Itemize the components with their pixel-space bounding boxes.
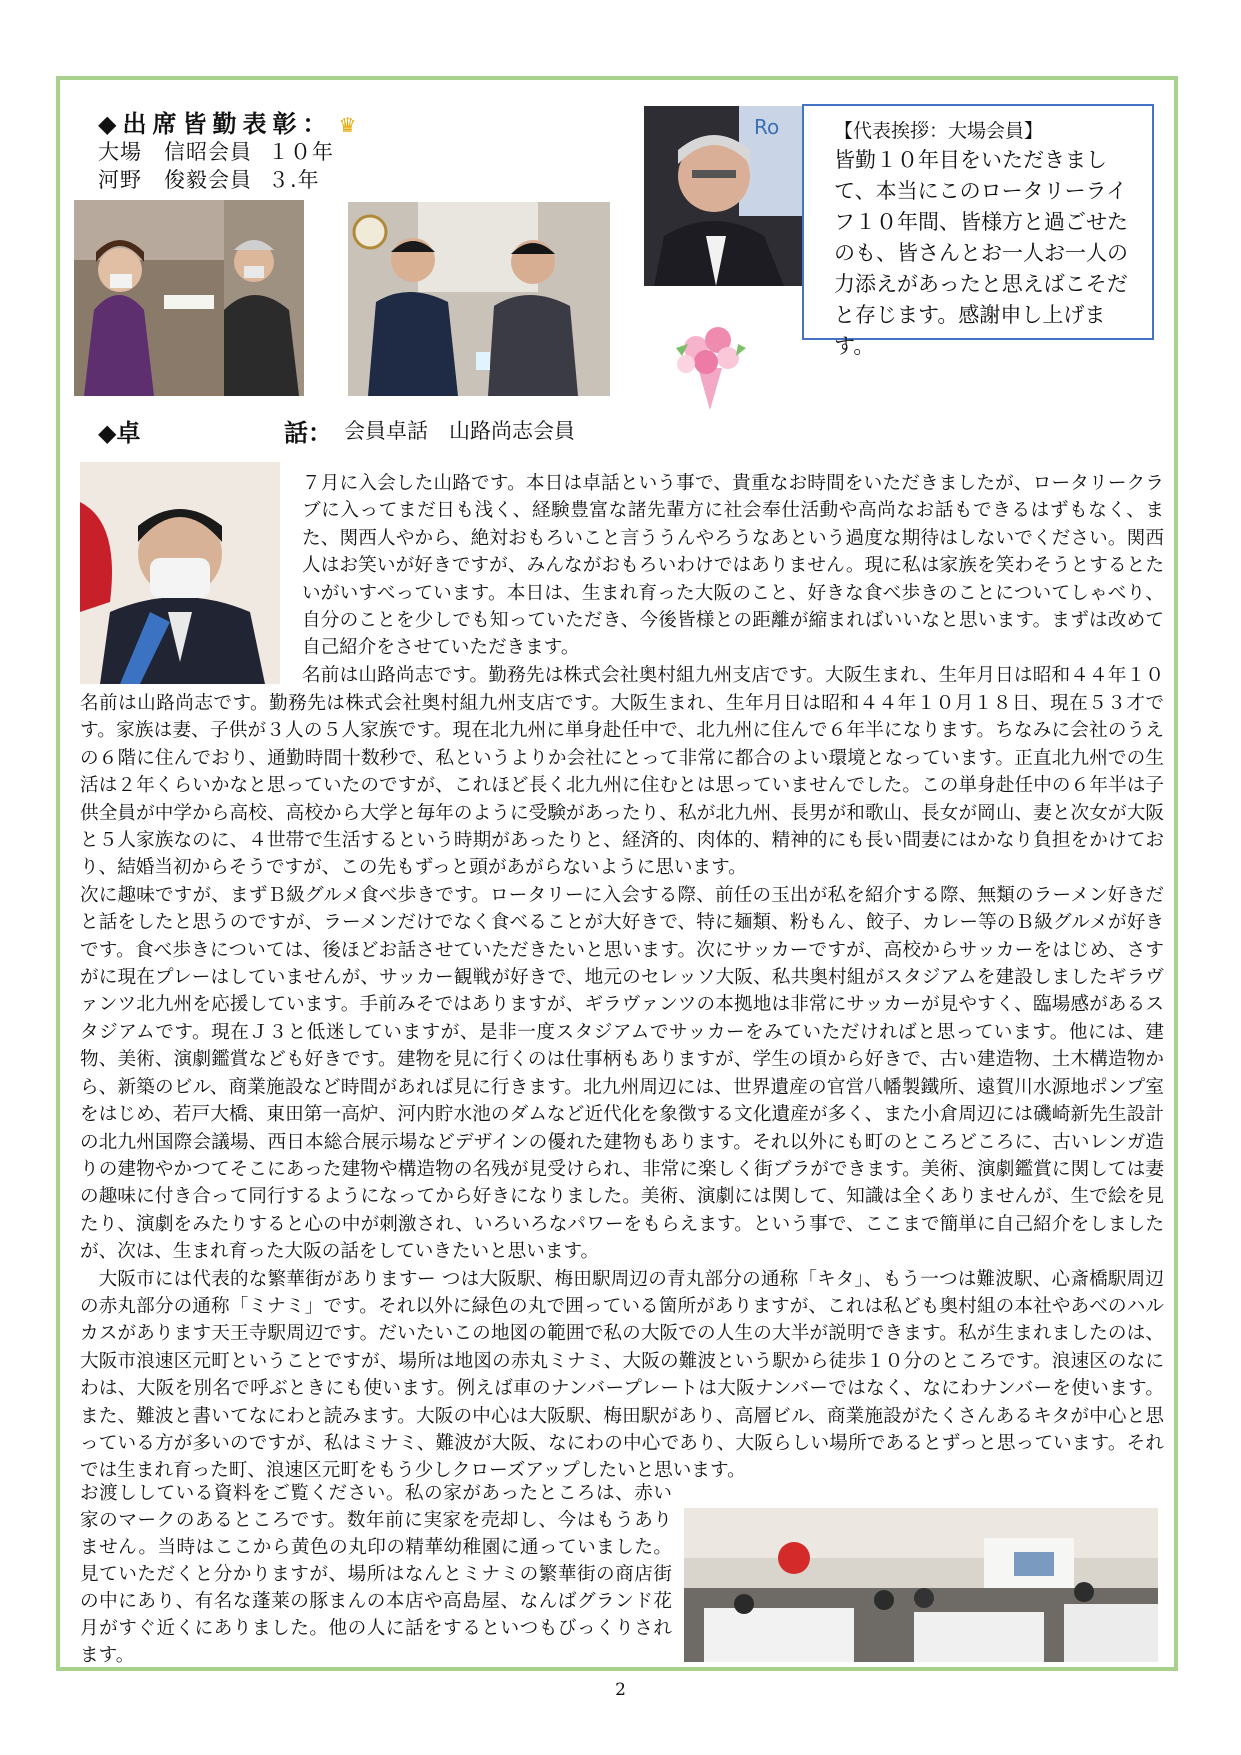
hobbies-paragraph: 次に趣味ですが、まずＢ級グルメ食べ歩きです。ロータリーに入会する際、前任の玉出が私を紹介する際、無類のラーメン好きだと話をしたと思うのですが、ラーメンだけでなく食べることが大好きで、特に麺類、粉もん、餃子、カレー等のＢ級グルメが好きです。食べ歩きについては、後ほどお話させていただきたいと思います。次にサッカーですが、高校からサッカーをはじめ、さすがに現在プレーはしていませんが、サッカー観戦が好きで、地元のセレッソ大阪、私共奥村組がスタジアムを建設しましたギラヴァンツ北九州を応援しています。手前みそではありますが、ギラヴァンツの本拠地は非常にサッカーが見やすく、臨場感があるスタジアムです。現在Ｊ３と低迷していますが、是非一度スタジアムでサッカーをみていただければと思っています。他には、建物、美術、演劇鑑賞なども好きです。建物を見に行くのは仕事柄もありますが、学生の頃から好きで、古い建造物、土木構造物から、新築のビル、商業施設など時間があれば見に行きます。北九州周辺には、世界遺産の官営八幡製鐵所、遠賀川水源地ポンプ室をはじめ、若戸大橋、東田第一高炉、河内貯水池のダムなど近代化を象徴する文化遺産が多く、また小倉周辺には磯崎新先生設計の北九州国際会議場、西日本総合展示場などデザインの優れた建物もあります。それ以外にも町のところどころに、古いレンガ造りの建物やかつてそこにあった建物や構造物の名残が見受けられ、非常に楽しく街ブラができます。美術、演劇鑑賞に関しては妻の趣味に付き合って同行するようになってから好きになりました。美術、演劇には関して、知識は全くありませんが、生で絵を見たり、演劇をみたりすると心の中が刺激され、いろいろなパワーをもらえます。という事で、ここまで簡単に自己紹介をしましたが、次は、生まれ育った大阪の話をしていきたいと思います。	[80, 884, 1164, 1263]
profile-paragraph: 名前は山路尚志です。勤務先は株式会社奥村組九州支店です。大阪生まれ、生年月日は昭和４４年１０月１８日、現在５３才です。家族は妻、子供が３人の５人家族です。現在北九州に単身赴任中で、北九州に住んで６年半になります。ちなみに会社のうえの６階に住んでおり、通勤時間十数秒で、私というよりか会社にとって非常に都合のよい環境となっています。正直北九州での生活は２年くらいかなと思っていたのですが、これほど長く北九州に住むとは思っていませんでした。この単身赴任中の６年半は子供全員が中学から高校、高校から大学と毎年のように受験があったり、私が北九州、長男が和歌山、長女が岡山、妻と次女が大阪と５人家族なのに、４世帯で生活するという時期があったりと、経済的、肉体的、精神的にも長い間妻にはかなり負担をかけており、結婚当初からそうですが、この先もずっと頭があがらないように思います。	[80, 693, 1164, 879]
talk-subject: 会員卓話 山路尚志会員	[344, 419, 575, 443]
crown-icon: ♛	[338, 113, 357, 137]
talk-label: ◆卓	[98, 419, 141, 447]
osaka-paragraph: 大阪市には代表的な繁華街がありますー つは大阪駅、梅田駅周辺の青丸部分の通称「キタ」、もう一つは難波駅、心斎橋駅周辺の赤丸部分の通称「ミナミ」です。それ以外に緑色の丸で囲っている箇所がありますが、これは私ども奥村組の本社やあべのハルカスがあります天王寺駅周辺です。だいたいこの地図の範囲で私の大阪での人生の大半が説明できます。私が生まれましたのは、大阪市浪速区元町ということですが、場所は地図の赤丸ミナミ、大阪の難波という駅から徒歩１０分のところです。浪速区のなにわは、大阪を別名で呼ぶときにも使います。例えば車のナンバープレートは大阪ナンバーではなく、なにわナンバーを使います。また、難波と書いてなにわと読みます。大阪の中心は大阪駅、梅田駅があり、高層ビル、商業施設がたくさんあるキタが中心と思っている方が多いのですが、私はミナミ、難波が大阪、なにわの中心であり、大阪らしい場所であるとずっと思っています。それでは生まれ育った町、浪速区元町をもう少しクローズアップしたいと思います。	[80, 1268, 1164, 1482]
photo-oba-speaking	[644, 106, 804, 286]
greeting-body: 皆勤１０年目をいただきまして、本当にこのロータリーライフ１０年間、皆様方と過ごせたのも、皆さんとお一人お一人の力添えがあったと思えばこそだと存じます。感謝申し上げます。	[834, 148, 1128, 358]
award-member-name: 大場 信昭会員	[98, 140, 252, 164]
photo-speaker-yamaji	[80, 462, 280, 684]
home-paragraph-block: お渡ししている資料をご覧ください。私の家があったところは、赤い家のマークのあるところです。数年前に実家を売却し、今はもうありません。当時はここから黄色の丸印の精華幼稚園に通っていました。見ていただくと分かりますが、場所はなんとミナミの繁華街の商店街の中にあり、有名な蓬莱の豚まんの本店や高島屋、なんばグランド花月がすぐ近くにありました。他の人に話をするといつもびっくりされます。	[80, 1483, 672, 1666]
svg-text:Ro: Ro	[754, 115, 780, 139]
flower-bouquet-icon	[668, 318, 752, 410]
photo-two-members	[348, 202, 610, 396]
photo-banquet-hall	[684, 1508, 1158, 1662]
award-row	[98, 164, 320, 194]
award-member-years: ３.年	[268, 168, 320, 192]
talk-main-body	[80, 690, 1164, 1485]
award-member-years: １０年	[268, 140, 334, 164]
page-number: 2	[615, 1680, 626, 1700]
talk-intro-paragraph: ７月に入会した山路です。本日は卓話という事で、貴重なお時間をいただきましたが、ロータリークラブに入ってまだ日も浅く、経験豊富な諸先輩方に社会奉仕活動や高尚なお話もできるはずもなく、また、関西人やから、絶対おもろいこと言ううんやろうなあという過度な期待はしないでください。関西人はお笑いが好きですが、みんながおもろいわけではありません。現に私は家族を笑わそうとするとたいがいすべっています。本日は、生まれ育った大阪のこと、好きな食べ歩きのことについてしゃべり、自分のことを少しでも知っていただき、今後皆様との距離が縮まればいいなと思います。まずは改めて自己紹介をさせていただきます。	[302, 473, 1164, 659]
greeting-title: 【代表挨拶：大場会員】	[834, 120, 1044, 142]
greeting-box	[802, 104, 1154, 358]
award-member-name: 河野 俊毅会員	[98, 168, 252, 192]
award-row	[98, 136, 334, 166]
talk-label-suffix: 話：	[284, 419, 332, 447]
attendance-heading: ◆出席皆勤表彰： ♛	[98, 110, 357, 138]
photo-award-handover	[74, 200, 304, 396]
talk-heading	[98, 413, 575, 448]
talk-profile-paragraph-start: 名前は山路尚志です。勤務先は株式会社奥村組九州支店です。大阪生まれ、生年月日は昭和４４年１０	[302, 665, 1164, 686]
